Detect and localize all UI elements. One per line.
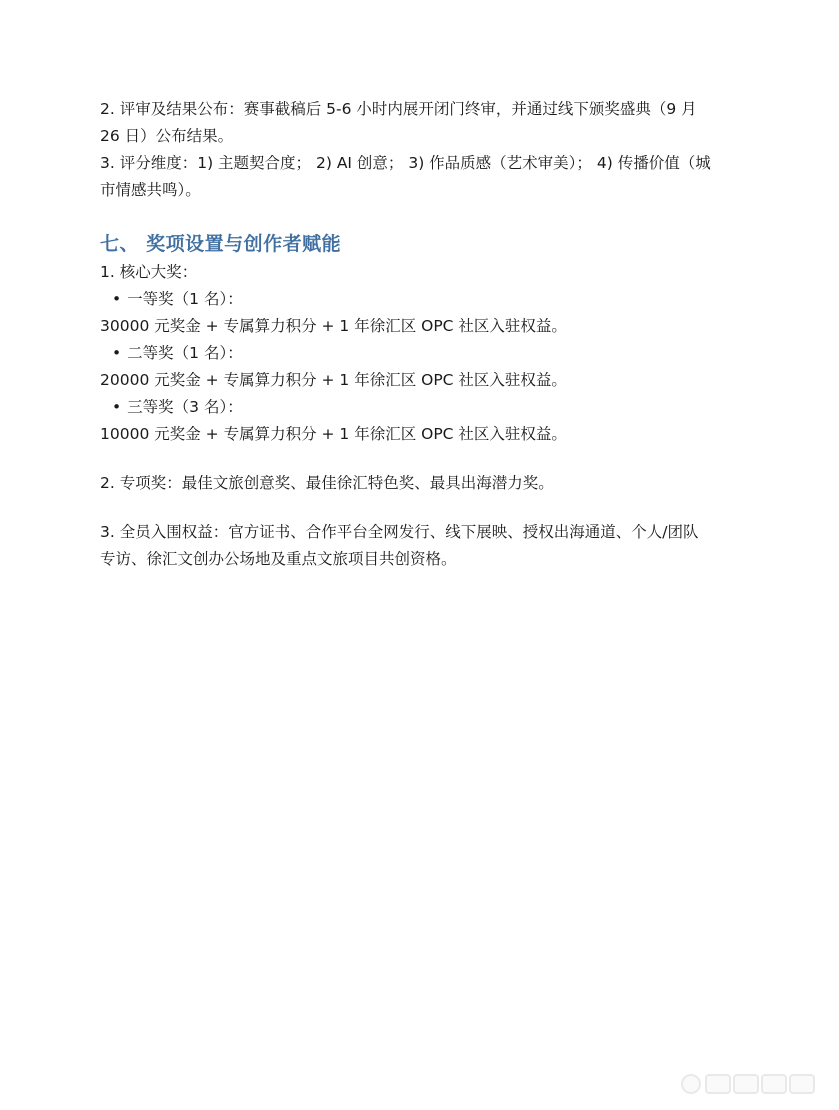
all-finalist-benefits-line-2: 专访、徐汇文创办公场地及重点文旅项目共创资格。 bbox=[100, 550, 457, 568]
watermark-logo-icon bbox=[681, 1074, 815, 1094]
watermark-box-icon bbox=[705, 1074, 731, 1094]
prize-third-label bbox=[100, 394, 760, 421]
bullet-icon: • bbox=[112, 290, 122, 308]
prize-second-label bbox=[100, 340, 760, 367]
watermark-box-icon bbox=[789, 1074, 815, 1094]
prize-third-detail: 10000 元奖金 + 专属算力积分 + 1 年徐汇区 OPC 社区入驻权益。 bbox=[100, 425, 567, 443]
prize-second-detail: 20000 元奖金 + 专属算力积分 + 1 年徐汇区 OPC 社区入驻权益。 bbox=[100, 371, 567, 389]
section-heading-awards: 七、 奖项设置与创作者赋能 bbox=[100, 233, 342, 255]
prize-first-label-text: 一等奖（1 名）： bbox=[127, 290, 243, 308]
watermark-box-icon bbox=[761, 1074, 787, 1094]
core-awards-title: 1. 核心大奖： bbox=[100, 263, 198, 281]
special-awards: 2. 专项奖：最佳文旅创意奖、最佳徐汇特色奖、最具出海潜力奖。 bbox=[100, 474, 554, 492]
bullet-icon: • bbox=[112, 398, 122, 416]
prize-second-label-text: 二等奖（1 名）： bbox=[127, 344, 243, 362]
prize-third-label-text: 三等奖（3 名）： bbox=[127, 398, 243, 416]
bullet-icon: • bbox=[112, 344, 122, 362]
document-content bbox=[100, 96, 760, 573]
review-line-1: 2. 评审及结果公布：赛事截稿后 5-6 小时内展开闭门终审，并通过线下颁奖盛典（9 月 bbox=[100, 100, 697, 118]
review-line-2: 26 日）公布结果。 bbox=[100, 127, 234, 145]
criteria-line-1: 3. 评分维度：1) 主题契合度； 2) AI 创意； 3) 作品质感（艺术审美）； 4) 传播价值（城 bbox=[100, 154, 711, 172]
criteria-line-2: 市情感共鸣）。 bbox=[100, 181, 201, 199]
watermark-circle-icon bbox=[681, 1074, 701, 1094]
watermark-box-icon bbox=[733, 1074, 759, 1094]
all-finalist-benefits-line-1: 3. 全员入围权益：官方证书、合作平台全网发行、线下展映、授权出海通道、个人/团队 bbox=[100, 523, 699, 541]
prize-first-detail: 30000 元奖金 + 专属算力积分 + 1 年徐汇区 OPC 社区入驻权益。 bbox=[100, 317, 567, 335]
prize-first-label bbox=[100, 286, 760, 313]
